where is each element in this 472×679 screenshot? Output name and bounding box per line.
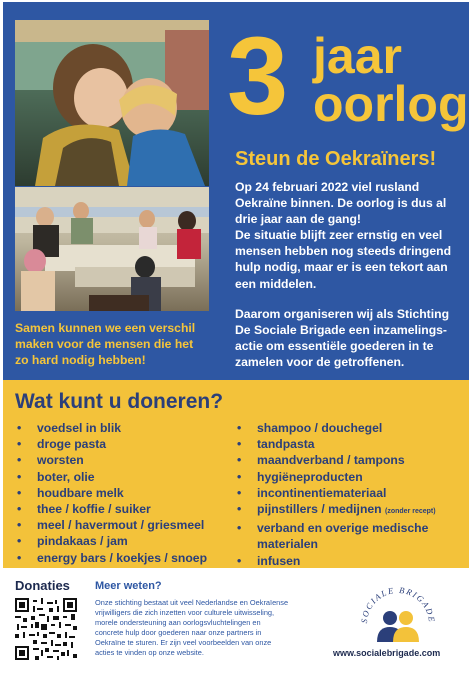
list-item: • voedsel in blik xyxy=(15,420,230,436)
action-line: actie om essentiële goederen in te xyxy=(235,339,434,354)
action-line: De Sociale Brigade een inzamelings- xyxy=(235,323,447,338)
list-item: • tandpasta xyxy=(235,436,467,452)
intro-line: Op 24 februari 2022 viel rusland xyxy=(235,180,420,194)
info-line: morele ondersteuning aan oorlogsvluchtelingen en xyxy=(95,618,261,628)
sociale-brigade-logo xyxy=(353,574,443,648)
qr-code-icon[interactable] xyxy=(15,598,77,660)
intro-line: een middelen. xyxy=(235,276,317,291)
list-item: • meel / havermout / griesmeel xyxy=(15,517,230,533)
photo-children-hugging xyxy=(15,20,209,186)
donate-list-food xyxy=(15,420,230,566)
together-line: Samen kunnen we een verschil xyxy=(15,321,196,335)
list-item: • thee / koffie / suiker xyxy=(15,501,230,517)
list-item: • energy bars / koekjes / snoep xyxy=(15,550,230,566)
info-line: vrijwilligers die zich inzetten voor culturele uitwisseling, xyxy=(95,608,275,618)
blue-header-section xyxy=(3,2,469,380)
together-text xyxy=(15,320,220,368)
donations-title: Donaties xyxy=(15,578,70,593)
photo-children-at-table xyxy=(15,187,209,311)
info-line: acties te vinden op onze website. xyxy=(95,648,204,658)
action-paragraph xyxy=(235,306,461,370)
list-item-text: pijnstillers / medijnen xyxy=(257,502,382,517)
action-line: zamelen voor de getroffenen. xyxy=(235,355,405,370)
list-item: • boter, olie xyxy=(15,469,230,485)
info-line: concrete hulp door goederen naar onze partners in xyxy=(95,628,262,638)
list-item: • droge pasta xyxy=(15,436,230,452)
poster xyxy=(3,2,469,674)
intro-line: Oekraïne binnen. De oorlog is dus al xyxy=(235,196,447,211)
painkillers-note: (zonder recept) xyxy=(385,508,436,516)
list-item: • shampoo / douchegel xyxy=(235,420,467,436)
svg-text:SOCIALE BRIGADE xyxy=(359,585,437,624)
list-item: • worsten xyxy=(15,452,230,468)
intro-line: De situatie blijft zeer ernstig en veel xyxy=(235,228,443,243)
more-info-title: Meer weten? xyxy=(95,580,162,592)
headline-number: 3 xyxy=(227,15,289,138)
info-line: Onze stichting bestaat uit veel Nederlandse en Oekraïense xyxy=(95,598,289,607)
list-item: • infusen xyxy=(235,553,467,569)
list-item-continuation: materialen xyxy=(257,537,318,552)
footer xyxy=(3,568,469,674)
website-link[interactable]: www.socialebrigade.com xyxy=(333,648,441,658)
donate-list-hygiene xyxy=(235,420,467,569)
logo-text: SOCIALE BRIGADE xyxy=(358,584,438,624)
headline-jaar: jaar xyxy=(313,28,402,84)
list-item: • incontinentiemateriaal xyxy=(235,485,467,501)
list-item: • hygiëneproducten xyxy=(235,469,467,485)
headline-oorlog: oorlog xyxy=(313,76,469,132)
intro-line: drie jaar aan de gang! xyxy=(235,212,361,227)
list-item xyxy=(235,501,467,520)
list-item: • verband en overige medische xyxy=(235,520,467,536)
action-line: Daarom organiseren wij als Stichting xyxy=(235,307,450,321)
more-info-text xyxy=(95,598,331,659)
list-item: • pindakaas / jam xyxy=(15,533,230,549)
info-line: Oekraïne te sturen. Er zijn veel voorbeelden van onze xyxy=(95,638,272,648)
donate-section xyxy=(3,380,469,568)
intro-paragraph xyxy=(235,179,461,292)
intro-line: hulp nodig, maar er is een tekort aan xyxy=(235,260,448,275)
list-item: • maandverband / tampons xyxy=(235,452,467,468)
intro-line: mensen hebben nog steeds dringend xyxy=(235,244,452,259)
together-line: maken voor de mensen die het xyxy=(15,337,194,352)
list-item: • houdbare melk xyxy=(15,485,230,501)
subheadline: Steun de Oekraïners! xyxy=(235,148,437,170)
together-line: zo hard nodig hebben! xyxy=(15,353,146,368)
donate-title: Wat kunt u doneren? xyxy=(15,390,224,413)
